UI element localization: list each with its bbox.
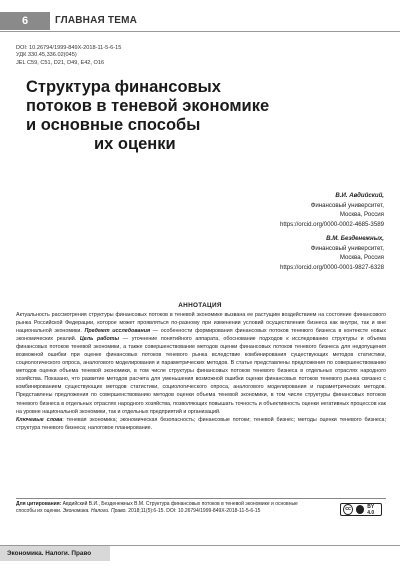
author-block bbox=[280, 191, 384, 229]
abstract-body bbox=[16, 311, 386, 432]
author-affiliation: Финансовый университет, bbox=[310, 244, 384, 252]
page-number: 6 bbox=[0, 12, 50, 30]
title-line: и основные способы bbox=[26, 116, 201, 134]
cc-license-badge[interactable] bbox=[340, 503, 382, 516]
citation-authors: Авдийский В.И., Безденежных В.М. Структура финансовых потоков в теневой экономике и основные способы их оценки. bbox=[16, 501, 298, 514]
section-title: ГЛАВНАЯ ТЕМА bbox=[55, 15, 138, 26]
person-icon bbox=[356, 505, 364, 514]
citation-details: 2018;11(5):6-15. DOI: 10.26794/1999-849X-2018-11-5-6-15 bbox=[126, 508, 261, 514]
citation bbox=[16, 501, 316, 515]
author-affiliation: Финансовый университет, bbox=[310, 201, 384, 209]
author-name: В.М. Безденежных, bbox=[326, 235, 384, 242]
header-divider bbox=[0, 31, 400, 32]
author-block bbox=[280, 234, 384, 272]
license-version: BY 4.0 bbox=[367, 503, 375, 516]
author-orcid-link[interactable]: https://orcid.org/0000-0001-9827-6328 bbox=[279, 263, 384, 271]
abstract-subject-label: Предмет исследования bbox=[84, 328, 151, 335]
cc-icon: cc bbox=[343, 504, 353, 515]
keywords-label: Ключевые слова bbox=[16, 416, 63, 423]
keywords-text: : теневая экономика; экономическая безопасность; финансовые потоки; теневой бизнес; методы оценки теневого бизнеса; структура теневого бизнеса; налоговое планирование. bbox=[16, 416, 386, 431]
citation-label: Для цитирования: bbox=[16, 501, 62, 507]
title-line: их оценки bbox=[94, 135, 176, 153]
title-line: Структура финансовых bbox=[26, 78, 221, 96]
citation-journal: Экономика. Налоги. Право. bbox=[62, 508, 127, 514]
udc-code: УДК 330.45,336.02(045) bbox=[16, 52, 77, 59]
author-location: Москва, Россия bbox=[339, 254, 384, 262]
article-metadata bbox=[16, 45, 121, 67]
abstract-aim-text: — уточнение понятийного аппарата, обоснование подходов к исследованию структуры и объема финансовых потоков теневой экономики, а также совершенствование методов оценки финансовых потоков теневого бизнеса для недопущения возможной ошибки при оценке финансовых потоков теневого рынка вследствие комбинирования существующих методов статистики, социологического опроса, аналогового моделирования и параметрических методов. В статье представлены предложения по совершенствованию методов оценки объема теневой экономики, в том числе структуры финансовых потоков теневого бизнеса в отдельных отраслях народного хозяйства. Показано, что развитие методов расчета для уменьшения возможной ошибки оценки финансовых потоков теневого рынка связано с комбинированием существующих методов статистики, социологического опроса, аналогового моделирования и параметрических методов. Представлены предложения по совершенствованию методов оценки объема теневой экономики, в том числе структуры финансовых потоков теневого бизнеса в отдельных отраслях народного хозяйства, позволяющих повышать точность и объективность оценки негативных процессов как на уровне национальной экономики, так и отдельных предприятий и организаций. bbox=[16, 336, 387, 415]
author-name: В.И. Авдийский, bbox=[335, 192, 384, 199]
jel-codes: JEL C59, C51, D21, D49, E42, O16 bbox=[16, 59, 105, 66]
author-location: Москва, Россия bbox=[339, 211, 384, 219]
author-orcid-link[interactable]: https://orcid.org/0000-0002-4685-3589 bbox=[279, 220, 384, 228]
journal-footer: Экономика. Налоги. Право bbox=[0, 546, 110, 561]
page-header bbox=[0, 12, 400, 30]
abstract-intro: Актуальность рассмотрения структуры финансовых потоков в теневой экономике вызвана ее растущим воздействием на состояние финансового рынка Российской Федерации, которое может проявляться по-разному при изменении условий осуществления бизнеса как внутри, так и вне национальной экономики. bbox=[16, 312, 386, 335]
citation-divider bbox=[16, 498, 386, 499]
abstract-subject-text: — особенности формирования финансовых потоков теневого бизнеса в контексте новых экономических реалий. bbox=[16, 328, 386, 343]
title-line: потоков в теневой экономике bbox=[26, 97, 270, 115]
doi[interactable]: DOI: 10.26794/1999-849X-2018-11-5-6-15 bbox=[16, 45, 122, 51]
abstract-heading: АННОТАЦИЯ bbox=[178, 302, 222, 309]
abstract-aim-label: Цель работы bbox=[79, 336, 120, 343]
article-title bbox=[26, 78, 296, 154]
